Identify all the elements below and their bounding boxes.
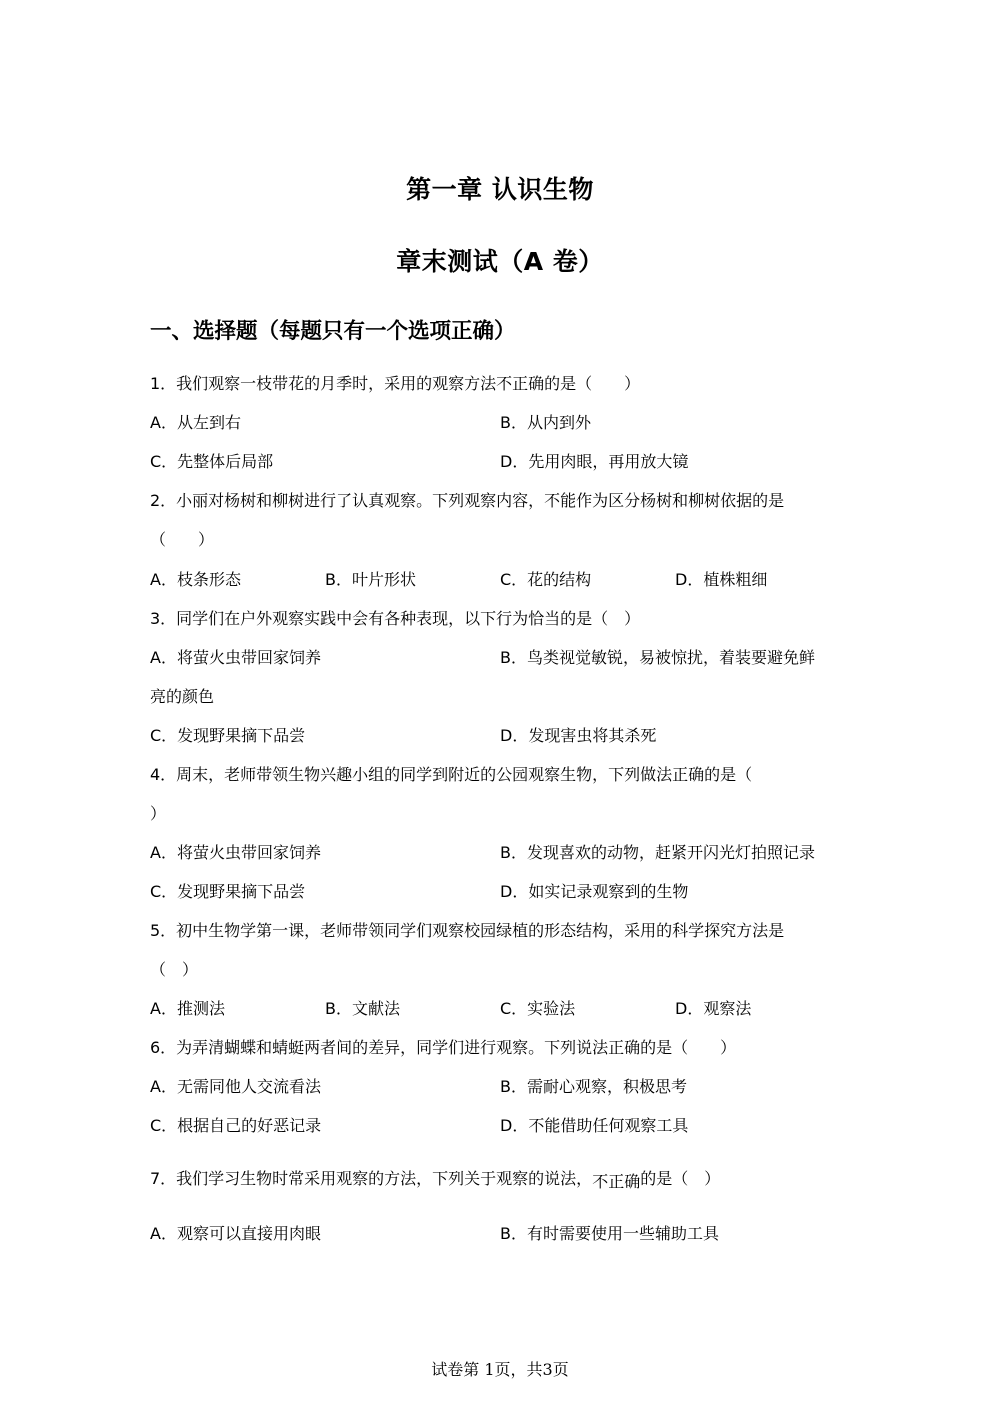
question-1-stem: 1．我们观察一枝带花的月季时，采用的观察方法不正确的是（ ） [150,374,641,393]
q6-option-b: B．需耐心观察，积极思考 [500,1077,687,1096]
q3-option-b-cont: 亮的颜色 [150,687,215,706]
q2-option-a: A．枝条形态 [150,570,241,589]
q5-option-c: C．实验法 [500,999,576,1018]
q7-stem-emphasis: 不正确 [592,1172,641,1191]
chapter-title: 第一章 认识生物 [406,175,594,204]
question-2-stem-cont: （ ） [150,530,215,549]
q5-option-d: D．观察法 [675,999,752,1018]
q7-stem-part-3: 的是（ ） [640,1169,721,1188]
q6-option-d: D．不能借助任何观察工具 [500,1116,689,1135]
q1-option-b: B．从内到外 [500,413,591,432]
q5-option-b: B．文献法 [325,999,400,1018]
question-7-stem [150,1169,720,1189]
q1-option-c: C．先整体后局部 [150,452,274,471]
question-5-stem-cont: （ ） [150,960,199,979]
q2-option-d: D．植株粗细 [675,570,768,589]
q4-option-d: D．如实记录观察到的生物 [500,882,689,901]
q4-option-a: A．将萤火虫带回家饲养 [150,843,321,862]
q2-option-b: B．叶片形状 [325,570,416,589]
q6-option-c: C．根据自己的好恶记录 [150,1116,322,1135]
q1-option-a: A．从左到右 [150,413,241,432]
test-subtitle: 章末测试（A 卷） [396,247,604,276]
q7-option-a: A．观察可以直接用肉眼 [150,1224,321,1243]
q2-option-c: C．花的结构 [500,570,592,589]
question-6-stem: 6．为弄清蝴蝶和蜻蜓两者间的差异，同学们进行观察。下列说法正确的是（ ） [150,1038,737,1057]
q6-option-a: A．无需同他人交流看法 [150,1077,321,1096]
q4-option-b: B．发现喜欢的动物，赶紧开闪光灯拍照记录 [500,843,815,862]
question-3-stem: 3．同学们在户外观察实践中会有各种表现，以下行为恰当的是（ ） [150,609,641,628]
page-footer: 试卷第 1页，共3页 [431,1360,569,1379]
question-5-stem: 5．初中生物学第一课，老师带领同学们观察校园绿植的形态结构，采用的科学探究方法是 [150,921,785,940]
q3-option-b: B．鸟类视觉敏锐，易被惊扰，着装要避免鲜 [500,648,815,667]
question-4-stem: 4．周末，老师带领生物兴趣小组的同学到附近的公园观察生物，下列做法正确的是（ [150,765,753,784]
q1-option-d: D．先用肉眼，再用放大镜 [500,452,689,471]
q4-option-c: C．发现野果摘下品尝 [150,882,306,901]
question-4-stem-cont: ） [150,804,167,823]
question-2-stem: 2．小丽对杨树和柳树进行了认真观察。下列观察内容，不能作为区分杨树和柳树依据的是 [150,491,785,510]
section-heading: 一、选择题（每题只有一个选项正确） [150,319,516,344]
q7-option-b: B．有时需要使用一些辅助工具 [500,1224,719,1243]
q3-option-c: C．发现野果摘下品尝 [150,726,306,745]
q3-option-a: A．将萤火虫带回家饲养 [150,648,321,667]
q5-option-a: A．推测法 [150,999,225,1018]
q3-option-d: D．发现害虫将其杀死 [500,726,657,745]
q7-stem-part-1: 7．我们学习生物时常采用观察的方法，下列关于观察的说法， [150,1169,593,1188]
